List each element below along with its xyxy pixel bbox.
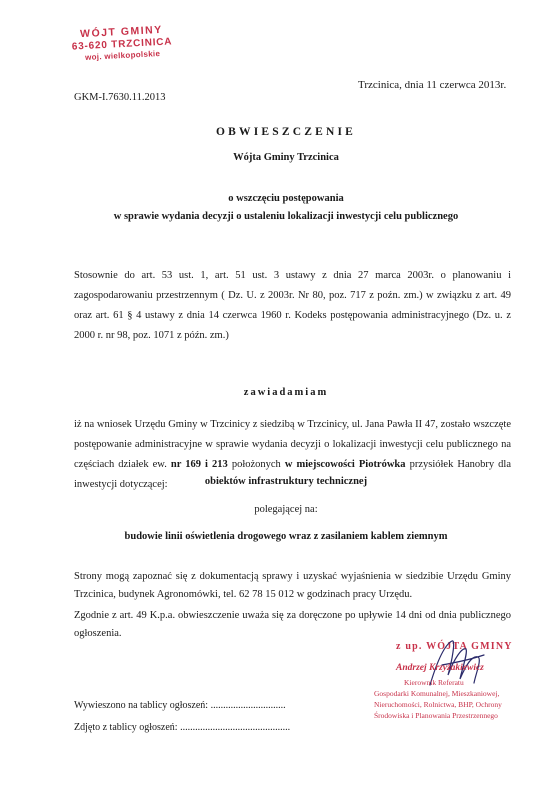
stamp-line-2: 63-620 TRZCINICA (71, 36, 173, 53)
document-subtitle: Wójta Gminy Trzcinica (233, 152, 339, 163)
object-line-2: polegającej na: (254, 504, 318, 515)
office-stamp (51, 22, 193, 63)
document-date: Trzcinica, dnia 11 czerwca 2013r. (358, 79, 507, 91)
notice-text-3: przysiółek Hanobry dla inwestycji dotyczącej: (74, 459, 511, 490)
notice-text-2: położonych (227, 459, 285, 470)
object-line-3: budowie linii oświetlenia drogowego wraz z zasilaniem kablem ziemnym (124, 531, 448, 542)
object-line-1: obiektów infrastruktury technicznej (204, 476, 368, 487)
subject-line-1: o wszczęciu postępowania (228, 193, 344, 204)
stamp-line-3: woj. wielkopolskie (84, 49, 161, 62)
stamp-line-1: WÓJT GMINY (79, 23, 164, 41)
delivery-paragraph: Zgodnie z art. 49 K.p.a. obwieszczenie uważa się za doręczone po upływie 14 dni od dnia publicznego ogłoszenia. (74, 610, 511, 639)
documentation-paragraph: Strony mogą zapoznać się z dokumentacją sprawy i uzyskać wyjaśnienia w siedzibie Urzędu Gminy Trzcinica, budynek Agronomówki, tel. 62 78 15 012 w godzinach pracy Urzędu. (74, 571, 511, 600)
notice-text-1: iż na wniosek Urzędu Gminy w Trzcinicy z siedzibą w Trzcinicy, ul. Jana Pawła II 47, zostało wszczęte postępowanie administracyjne w sprawie wydania decyzji o lokalizacji inwestycji celu publicznego na częściach działek ew. (74, 419, 511, 470)
signature-stamp-line-5: Nieruchomości, Rolnictwa, BHP, Ochrony (374, 700, 502, 709)
posted-on-board: Wywieszono na tablicy ogłoszeń: .............................. (74, 700, 286, 711)
subject-line-2: w sprawie wydania decyzji o ustaleniu lokalizacji inwestycji celu publicznego (113, 211, 459, 222)
signature-stamp-line-4: Gospodarki Komunalnej, Mieszkaniowej, (374, 689, 500, 698)
reference-number: GKM-I.7630.11.2013 (74, 92, 166, 103)
signature-stamp-line-1: z up. WÓJTA GMINY (396, 641, 513, 652)
announce-heading: zawiadamiam (243, 387, 329, 398)
removed-from-board: Zdjęto z tablicy ogłoszeń: ............................................ (74, 722, 291, 733)
signature-stamp-line-3: Kierownik Referatu (404, 678, 464, 687)
legal-basis-paragraph: Stosownie do art. 53 ust. 1, art. 51 ust. 3 ustawy z dnia 27 marca 2003r. o planowaniu i zagospodarowaniu przestrzennym ( Dz. U. z 2003r. Nr 80, poz. 717 z poźn. zm.) w związku z art. 49 oraz art. 61 § 4 ustawy z dnia 14 czerwca 1960 r. Kodeks postępowania administracyjnego (Dz. u. z 2000 r. nr 98, poz. 1071 z późn. zm.) (74, 270, 511, 341)
parcel-numbers: nr 169 i 213 (170, 459, 228, 470)
document-title: OBWIESZCZENIE (215, 126, 357, 138)
signature-stamp-line-2: Andrzej Krzyżakiewicz (396, 663, 484, 673)
signature-stamp-line-6: Środowiska i Planowania Przestrzennego (374, 711, 498, 720)
location-name: w miejscowości Piotrówka (284, 459, 406, 470)
